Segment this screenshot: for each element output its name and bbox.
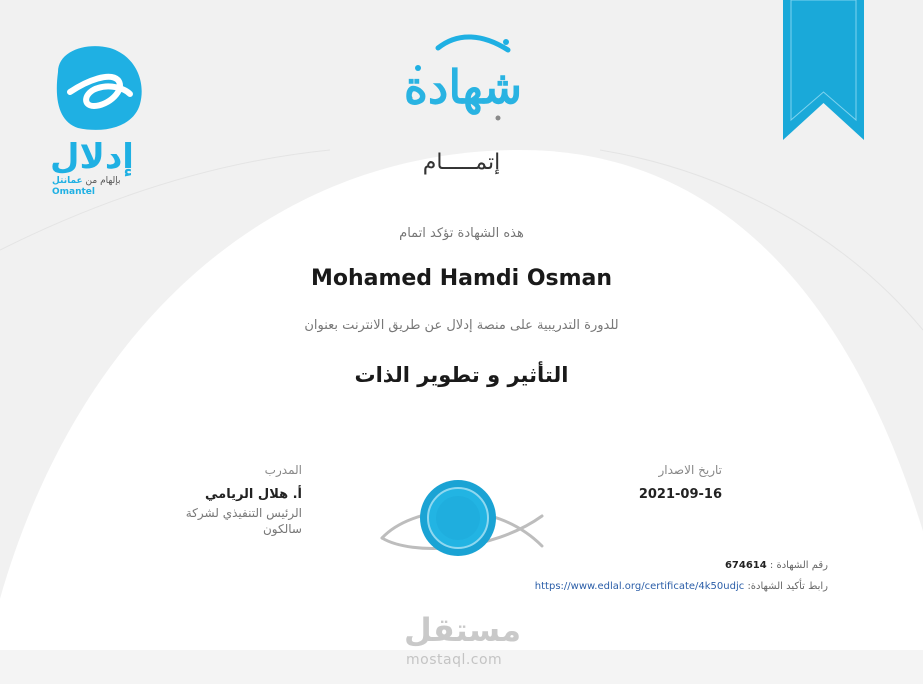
trainer-role: الرئيس التنفيذي لشركة سالكون xyxy=(185,506,302,536)
seal-icon xyxy=(372,476,552,566)
logo-arabic-name: إدلال xyxy=(50,137,134,177)
certificate-verify-link[interactable]: https://www.edlal.org/certificate/4k50udjc xyxy=(534,581,745,592)
recipient-name: Mohamed Hamdi Osman xyxy=(310,266,613,291)
certificate-title: شهادة xyxy=(403,60,523,114)
course-intro: للدورة التدريبية على منصة إدلال عن طريق الانترنت بعنوان xyxy=(304,318,619,333)
certificate-link-row xyxy=(535,581,828,592)
trainer-label: المدرب xyxy=(264,463,302,477)
confirm-text: هذه الشهادة تؤكد اتمام xyxy=(399,226,524,241)
issue-date: 2021-09-16 xyxy=(638,487,722,502)
trainer-name: أ. هلال الريامي xyxy=(205,487,302,502)
watermark-arabic: مستقل xyxy=(404,611,522,649)
watermark-latin: mostaql.com xyxy=(406,652,503,668)
certificate-number-row xyxy=(725,560,828,571)
course-title: التأثير و تطوير الذات xyxy=(354,363,569,387)
certificate-subtitle: إتمـــــام xyxy=(422,150,501,175)
trainer-block xyxy=(170,463,302,537)
certificate-link-label: رابط تأكيد الشهادة: xyxy=(747,581,828,592)
logo-tagline-prefix: بإلهام من xyxy=(85,176,121,186)
logo-tagline-brand: عمانتل xyxy=(52,176,83,186)
issue-block xyxy=(612,463,722,502)
certificate-title-calligraphy xyxy=(388,28,538,148)
logo-omantel-text: Omantel xyxy=(52,187,96,197)
issue-date-label: تاريخ الاصدار xyxy=(658,463,722,477)
certificate-number-label: رقم الشهادة : xyxy=(769,560,828,571)
certificate-number: 674614 xyxy=(724,560,767,571)
logo-tagline xyxy=(52,176,121,186)
